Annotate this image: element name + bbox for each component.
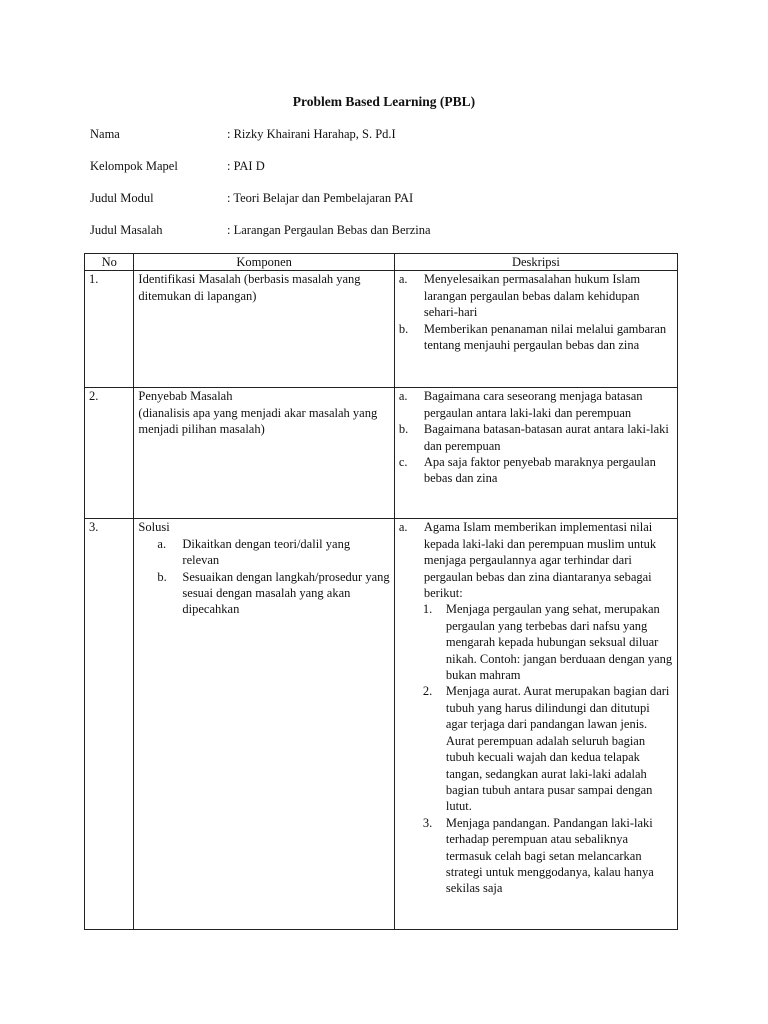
list-marker: 3. [422,815,433,830]
list-text: Agama Islam memberikan implementasi nilai kepada laki-laki dan perempuan muslim untuk menjaga pergaulannya agar terhindar dari pergaulan bebas dan zina diantaranya sebagai berikut: [423,520,657,601]
pbl-table [84,253,678,930]
list-marker: b. [398,422,409,437]
list-item [399,388,673,421]
cell-no: 2. [85,388,134,519]
list-marker: 2. [422,684,433,699]
list-text: Memberikan penanaman nilai melalui gambaran tentang menjauhi pergaulan bebas dan zina [423,321,667,353]
list-marker: a. [157,536,167,551]
cell-deskripsi [394,388,677,519]
cell-komponen [134,271,394,388]
list-text: Bagaimana cara seseorang menjaga batasan pergaulan antara laki-laki dan perempuan [423,389,643,420]
list-item [399,421,673,454]
meta-value: : PAI D [227,159,265,173]
list-text: Menyelesaikan permasalahan hukum Islam larangan pergaulan bebas dalam kehidupan sehari-hari [423,272,641,320]
list-item [157,569,389,618]
komponen-sublist [138,536,389,618]
cell-komponen [134,519,394,930]
cell-no: 3. [85,519,134,930]
list-text: Bagaimana batasan-batasan aurat antara laki-laki dan perempuan [423,422,669,453]
komponen-text: (dianalisis apa yang menjadi akar masalah yang menjadi pilihan masalah) [138,405,378,437]
list-item [399,519,673,601]
list-text: Menjaga pergaulan yang sehat, merupakan pergaulan yang terbebas dari nafsu yang mengarah kepada hubungan seksual diluar nikah. Contoh: jangan berduaan dengan yang bukan mahram [445,602,673,683]
list-marker: a. [398,520,408,535]
table-row [85,519,678,930]
meta-label: Judul Modul [90,191,154,205]
komponen-text: Identifikasi Masalah (berbasis masalah yang ditemukan di lapangan) [138,272,361,303]
header-no: No [85,254,134,271]
list-item [399,271,673,320]
document-title: Problem Based Learning (PBL) [292,94,476,109]
list-text: Dikaitkan dengan teori/dalil yang relevan [182,536,351,568]
table-row [85,388,678,519]
komponen-title: Penyebab Masalah [138,389,233,404]
list-marker: a. [398,389,408,404]
meta-label: Kelompok Mapel [90,159,178,173]
numbered-item [399,601,673,683]
list-marker: b. [157,569,167,584]
meta-value: : Larangan Pergaulan Bebas dan Berzina [227,223,431,237]
list-item [157,536,389,569]
header-komponen: Komponen [134,254,394,271]
list-marker: b. [398,321,409,336]
numbered-item [399,815,673,897]
numbered-item [399,683,673,814]
meta-value: : Teori Belajar dan Pembelajaran PAI [227,191,414,205]
list-text: Sesuaikan dengan langkah/prosedur yang sesuai dengan masalah yang akan dipecahkan [182,569,390,617]
list-item [399,454,673,487]
header-deskripsi: Deskripsi [394,254,677,271]
meta-value: : Rizky Khairani Harahap, S. Pd.I [227,127,396,141]
list-marker: a. [398,272,408,287]
list-text: Menjaga aurat. Aurat merupakan bagian dari tubuh yang harus dilindungi dan ditutupi agar terjaga dari pandangan lawan jenis. Aurat perempuan adalah seluruh bagian tubuh kecuali wajah dan kedua telapak tangan, sedangkan aurat laki-laki adalah bagian tubuh antara pusar sampai dengan lutut. [445,684,670,814]
table-header-row [85,254,678,271]
cell-deskripsi [394,519,677,930]
table-row [85,271,678,388]
meta-label: Judul Masalah [90,223,163,237]
list-item [399,321,673,354]
komponen-title: Solusi [138,520,170,535]
list-text: Menjaga pandangan. Pandangan laki-laki terhadap perempuan atau sebaliknya termasuk celah bagi setan melancarkan strategi untuk menggodanya, kalau hanya sekilas saja [445,815,654,896]
cell-deskripsi [394,271,677,388]
list-text: Apa saja faktor penyebab maraknya pergaulan bebas dan zina [423,455,656,486]
list-marker: c. [398,455,408,470]
cell-no: 1. [85,271,134,388]
list-marker: 1. [422,602,433,617]
cell-komponen [134,388,394,519]
meta-label: Nama [90,127,120,141]
